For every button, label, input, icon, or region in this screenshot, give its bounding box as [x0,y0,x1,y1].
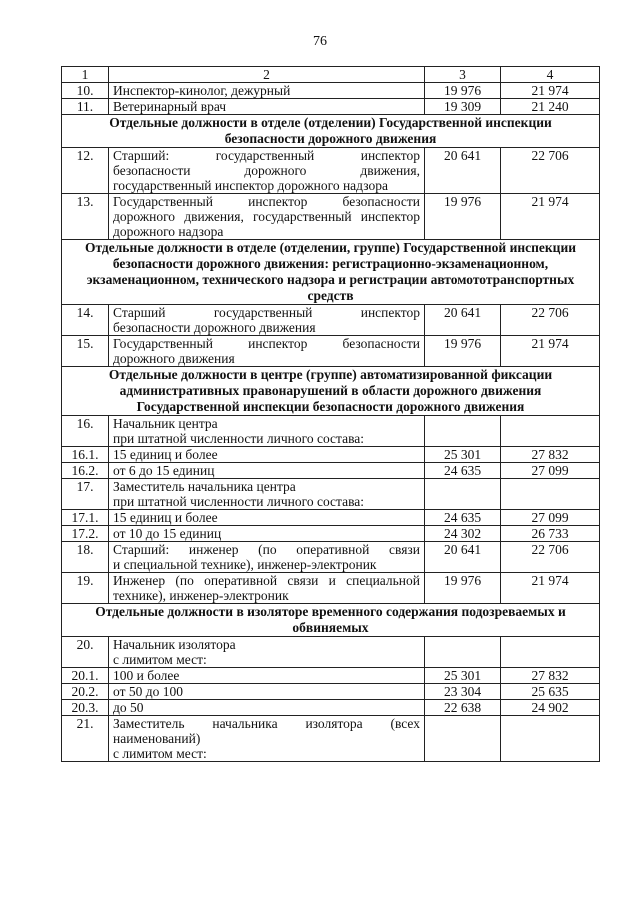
salary-value-col4: 21 974 [501,194,600,240]
section-title-line: Отдельные должности в отделе (отделении) Государственной инспекции [109,115,552,130]
position-title [109,336,425,367]
salary-value-col3: 25 301 [425,447,501,463]
position-title-line: Заместитель начальника центра [113,479,296,494]
salary-value-col4: 22 706 [501,542,600,573]
salary-value-col3 [425,416,501,447]
table-body [62,67,600,762]
row-number: 20.2. [62,684,109,700]
position-title [109,99,425,115]
position-title [109,416,425,447]
position-title [109,573,425,604]
section-title-line: безопасности дорожного движения: регистрационно-экзаменационном, [112,256,549,271]
section-header-row [62,240,600,305]
section-title-line: Отдельные должности в изоляторе временного содержания подозреваемых и [95,604,566,619]
table-row [62,416,600,447]
position-title-line: Начальник центра [113,416,218,431]
section-title-line: административных правонарушений в области дорожного движения [119,383,542,398]
salary-value-col4: 24 902 [501,700,600,716]
position-title-line: 100 и более [113,668,180,683]
section-title-line: экзаменационном, технического надзора и регистрации автомототранспортных [86,272,575,287]
salary-value-col4: 27 099 [501,510,600,526]
section-title-line: средств [307,288,354,303]
position-title [109,305,425,336]
position-title-line: от 50 до 100 [113,684,183,699]
section-title [62,240,600,305]
salary-value-col3: 19 976 [425,336,501,367]
row-number: 18. [62,542,109,573]
table-row [62,336,600,367]
salary-value-col3 [425,637,501,668]
position-title-line: Заместитель начальника изолятора (всех [113,716,420,731]
row-number: 20.1. [62,668,109,684]
salary-value-col3: 20 641 [425,305,501,336]
row-number: 10. [62,83,109,99]
salary-value-col3: 22 638 [425,700,501,716]
table-row [62,542,600,573]
row-number: 20.3. [62,700,109,716]
salary-value-col4: 27 832 [501,668,600,684]
position-title-line: Государственный инспектор безопасности [113,194,420,209]
section-title [62,367,600,416]
position-title [109,194,425,240]
position-title-line: при штатной численности личного состава: [113,494,365,509]
position-title-line: технике), инженер-электроник [113,588,289,603]
section-header-row [62,115,600,148]
table-row [62,148,600,194]
salary-value-col4: 26 733 [501,526,600,542]
position-title-line: от 10 до 15 единиц [113,526,222,541]
salary-value-col3: 25 301 [425,668,501,684]
section-title-line: Государственной инспекции безопасности дорожного движения [136,399,525,414]
table-row [62,447,600,463]
position-title-line: государственный инспектор дорожного надзора [113,178,388,193]
position-title-line: Старший: государственный инспектор [113,148,420,163]
table-row [62,479,600,510]
position-title [109,447,425,463]
header-row [62,67,600,83]
salary-value-col4 [501,416,600,447]
section-title-line: обвиняемых [292,620,369,635]
salary-value-col4 [501,637,600,668]
row-number: 16.2. [62,463,109,479]
table-row [62,194,600,240]
position-title-line: до 50 [113,700,144,715]
row-number: 21. [62,716,109,762]
position-title [109,700,425,716]
salary-value-col3: 19 976 [425,83,501,99]
row-number: 16.1. [62,447,109,463]
salary-value-col4: 22 706 [501,305,600,336]
position-title-line: от 6 до 15 единиц [113,463,215,478]
position-title-line: Начальник изолятора [113,637,236,652]
position-title-line: с лимитом мест: [113,746,207,761]
salary-value-col4: 21 240 [501,99,600,115]
row-number: 11. [62,99,109,115]
salary-value-col4: 27 099 [501,463,600,479]
position-title-line: 15 единиц и более [113,510,218,525]
position-title [109,716,425,762]
position-title [109,148,425,194]
position-title-line: и специальной технике), инженер-электроник [113,557,377,572]
table-row [62,305,600,336]
position-title-line: 15 единиц и более [113,447,218,462]
table-row [62,684,600,700]
row-number: 12. [62,148,109,194]
salary-value-col3: 19 309 [425,99,501,115]
section-title-line: Отдельные должности в отделе (отделении, группе) Государственной инспекции [84,240,577,255]
row-number: 13. [62,194,109,240]
table-row [62,510,600,526]
table-row [62,637,600,668]
row-number: 17. [62,479,109,510]
position-title [109,637,425,668]
table-row [62,700,600,716]
section-title-line: Отдельные должности в центре (группе) автоматизированной фиксации [108,367,553,382]
salary-value-col3: 24 635 [425,510,501,526]
salary-value-col4: 21 974 [501,336,600,367]
position-title [109,526,425,542]
position-title-line: Инспектор-кинолог, дежурный [113,83,291,98]
position-title [109,479,425,510]
row-number: 15. [62,336,109,367]
salary-value-col3: 23 304 [425,684,501,700]
table-row [62,463,600,479]
salary-value-col3: 24 302 [425,526,501,542]
position-title-line: Ветеринарный врач [113,99,227,114]
row-number: 17.2. [62,526,109,542]
salary-value-col3 [425,716,501,762]
row-number: 16. [62,416,109,447]
position-title-line: Старший государственный инспектор [113,305,420,320]
salary-value-col4: 25 635 [501,684,600,700]
salary-value-col4: 21 974 [501,83,600,99]
position-title [109,83,425,99]
section-header-row [62,367,600,416]
position-title [109,463,425,479]
salary-value-col4: 22 706 [501,148,600,194]
position-title-line: Инженер (по оперативной связи и специальной [113,573,420,588]
row-number: 17.1. [62,510,109,526]
position-title-line: дорожного движения, государственный инспектор [113,209,420,224]
position-title-line: безопасности дорожного движения, [113,163,420,178]
table-row [62,668,600,684]
salary-value-col3: 19 976 [425,573,501,604]
salary-value-col4 [501,716,600,762]
position-title-line: безопасности дорожного движения [113,320,316,335]
position-title-line: дорожного надзора [113,224,224,239]
position-title-line: наименований) [113,731,201,746]
section-title [62,604,600,637]
position-title [109,668,425,684]
row-number: 19. [62,573,109,604]
header-col-2: 2 [109,67,425,83]
row-number: 14. [62,305,109,336]
position-title [109,542,425,573]
table-row [62,526,600,542]
row-number: 20. [62,637,109,668]
salary-value-col3: 24 635 [425,463,501,479]
position-title-line: Государственный инспектор безопасности [113,336,420,351]
header-col-3: 3 [425,67,501,83]
table-row [62,573,600,604]
position-title [109,510,425,526]
salary-value-col3: 20 641 [425,148,501,194]
section-title [62,115,600,148]
position-title-line: с лимитом мест: [113,652,207,667]
salary-table [61,66,600,762]
salary-value-col4 [501,479,600,510]
table-row [62,716,600,762]
position-title-line: дорожного движения [113,351,235,366]
section-header-row [62,604,600,637]
salary-value-col4: 27 832 [501,447,600,463]
position-title-line: при штатной численности личного состава: [113,431,365,446]
page-number: 76 [313,34,327,49]
salary-value-col3: 20 641 [425,542,501,573]
header-col-1: 1 [62,67,109,83]
salary-value-col4: 21 974 [501,573,600,604]
table-row [62,83,600,99]
salary-value-col3 [425,479,501,510]
section-title-line: безопасности дорожного движения [224,131,437,146]
table-row [62,99,600,115]
salary-value-col3: 19 976 [425,194,501,240]
header-col-4: 4 [501,67,600,83]
position-title [109,684,425,700]
position-title-line: Старший: инженер (по оперативной связи [113,542,420,557]
